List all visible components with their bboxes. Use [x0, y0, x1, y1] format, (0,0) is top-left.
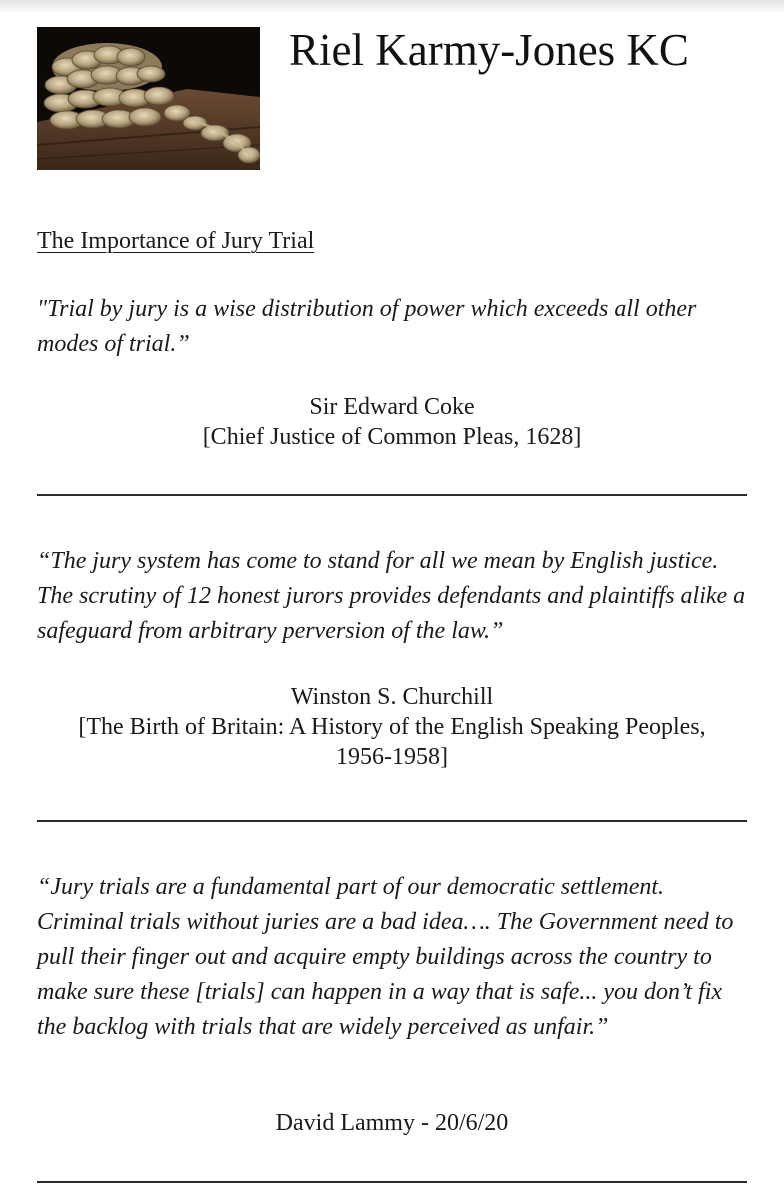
quote-text: “Jury trials are a fundamental part of our democratic settlement. Criminal trials without juries are a bad idea…. The Government need to pull their finger out and acquire empty buildings across the country to make sure these [trials] can happen in a way that is safe... you don’t fix the backlog with trials that are widely perceived as unfair.” — [37, 874, 734, 1040]
quote-attribution — [37, 682, 747, 772]
quote-attribution — [37, 1108, 747, 1138]
divider — [37, 494, 747, 496]
quote-source: [Chief Justice of Common Pleas, 1628] — [202, 424, 582, 450]
site-title: Riel Karmy-Jones KC — [289, 25, 689, 75]
quote-text: “The jury system has come to stand for all we mean by English justice. The scrutiny of 12 honest jurors provides defendants and plaintiffs alike a safeguard from arbitrary perversion of the law.” — [37, 548, 746, 644]
quote-attribution — [37, 392, 747, 452]
wig-image — [37, 27, 260, 170]
page-heading: The Importance of Jury Trial — [37, 228, 315, 254]
quote-author: Winston S. Churchill — [290, 684, 494, 710]
quote-author: David Lammy - 20/6/20 — [275, 1110, 509, 1136]
top-shadow — [0, 0, 784, 14]
quote-author: Sir Edward Coke — [309, 394, 475, 420]
divider — [37, 1181, 747, 1183]
wig-image-drawing — [37, 27, 260, 170]
divider — [37, 820, 747, 822]
quote-source: [The Birth of Britain: A History of the English Speaking Peoples, 1956-1958] — [78, 714, 706, 770]
quote-text: "Trial by jury is a wise distribution of power which exceeds all other modes of trial.” — [37, 296, 697, 357]
